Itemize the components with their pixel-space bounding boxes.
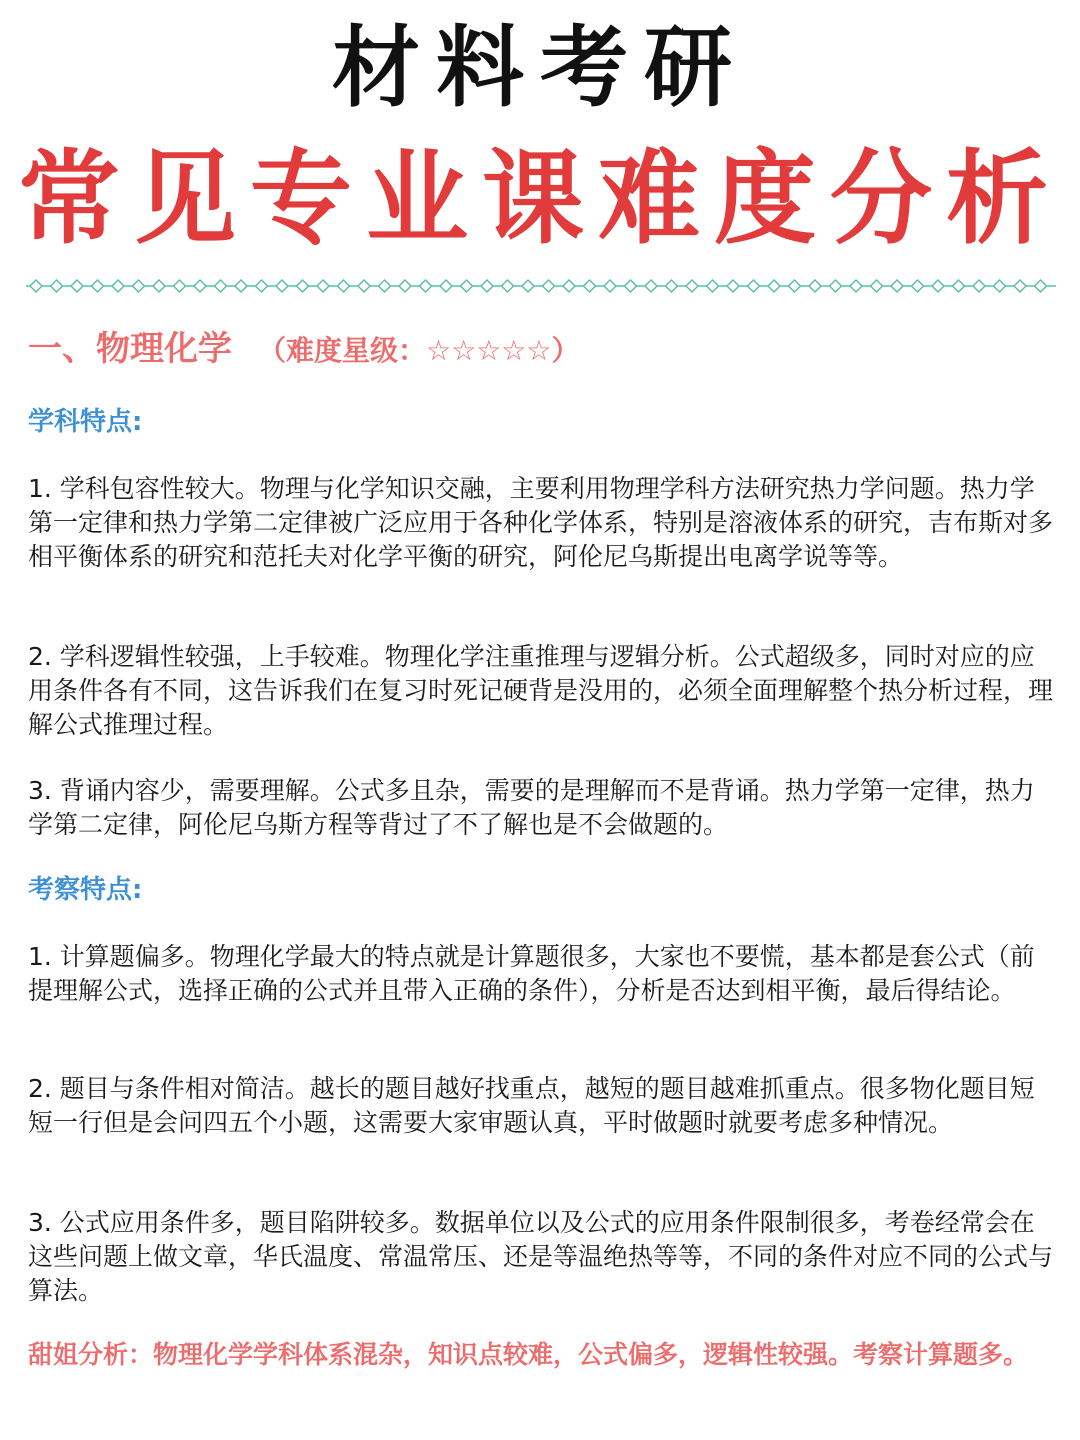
subject-point-1: 1. 学科包容性较大。物理与化学知识交融，主要利用物理学科方法研究热力学问题。热力学第一定律和热力学第二定律被广泛应用于各种化学体系，特别是溶液体系的研究，吉布斯对多相平衡体系的研究和范托夫对化学平衡的研究，阿伦尼乌斯提出电离学说等等。 [28, 474, 1054, 571]
divider-diamond [481, 280, 493, 292]
divider-diamond [276, 280, 288, 292]
divider-diamond [297, 280, 309, 292]
divider-diamond [994, 280, 1006, 292]
divider-diamond [645, 280, 657, 292]
divider-diamond [30, 280, 42, 292]
divider-diamond [71, 280, 83, 292]
divider-diamond [973, 280, 985, 292]
divider-diamond [830, 280, 842, 292]
subject-point-3: 3. 背诵内容少，需要理解。公式多且杂，需要的是理解而不是背诵。热力学第一定律，热力学第二定律，阿伦尼乌斯方程等背过了不了解也是不会做题的。 [28, 776, 1035, 839]
divider-diamond [133, 280, 145, 292]
divider-diamond [522, 280, 534, 292]
divider-diamond [584, 280, 596, 292]
divider-diamond [1014, 280, 1026, 292]
divider-diamond [666, 280, 678, 292]
divider-diamond [543, 280, 555, 292]
divider-diamond [461, 280, 473, 292]
divider-diamond [420, 280, 432, 292]
divider-diamond [215, 280, 227, 292]
divider-diamond [871, 280, 883, 292]
divider-diamond [92, 280, 104, 292]
exam-point-2: 2. 题目与条件相对简洁。越长的题目越好找重点，越短的题目越难抓重点。很多物化题目短短一行但是会问四五个小题，这需要大家审题认真，平时做题时就要考虑多种情况。 [28, 1074, 1035, 1137]
divider-diamond [338, 280, 350, 292]
divider-diamond [1035, 280, 1047, 292]
divider-diamond [686, 280, 698, 292]
page-title: 材料考研 [331, 16, 748, 119]
subject-features-label: 学科特点: [28, 407, 143, 437]
divider-diamond [379, 280, 391, 292]
section-title: 一、物理化学 [28, 329, 232, 369]
divider-diamond [912, 280, 924, 292]
divider-diamond [194, 280, 206, 292]
divider-diamond [850, 280, 862, 292]
divider-diamond [768, 280, 780, 292]
divider-diamond [809, 280, 821, 292]
exam-point-1: 1. 计算题偏多。物理化学最大的特点就是计算题很多，大家也不要慌，基本都是套公式（前提理解公式，选择正确的公式并且带入正确的条件），分析是否达到相平衡，最后得结论。 [28, 942, 1035, 1005]
divider-diamond [604, 280, 616, 292]
exam-point-3: 3. 公式应用条件多，题目陷阱较多。数据单位以及公式的应用条件限制很多，考卷经常会在这些问题上做文章，华氏温度、常温常压、还是等温绝热等等，不同的条件对应不同的公式与算法。 [28, 1208, 1054, 1305]
divider-diamond [256, 280, 268, 292]
divider-diamond [789, 280, 801, 292]
decorative-divider [26, 276, 1056, 296]
divider-diamond [235, 280, 247, 292]
divider-diamond [358, 280, 370, 292]
divider-diamond [707, 280, 719, 292]
divider-diamond [51, 280, 63, 292]
divider-diamond [440, 280, 452, 292]
divider-diamond [174, 280, 186, 292]
divider-diamond [953, 280, 965, 292]
divider-diamond [317, 280, 329, 292]
difficulty-rating: （难度星级：☆☆☆☆☆） [258, 334, 580, 367]
subject-point-2: 2. 学科逻辑性较强，上手较难。物理化学注重推理与逻辑分析。公式超级多，同时对应的应用条件各有不同，这告诉我们在复习时死记硬背是没用的，必须全面理解整个热分析过程，理解公式推理过程。 [28, 642, 1054, 739]
divider-diamond [891, 280, 903, 292]
divider-diamond [112, 280, 124, 292]
divider-diamond [932, 280, 944, 292]
divider-diamond [502, 280, 514, 292]
section-heading [28, 324, 1058, 376]
divider-diamond [727, 280, 739, 292]
divider-diamond [153, 280, 165, 292]
analysis-summary: 甜姐分析：物理化学学科体系混杂，知识点较难，公式偏多，逻辑性较强。考察计算题多。 [28, 1340, 1029, 1369]
divider-diamond [399, 280, 411, 292]
exam-features-label: 考察特点: [28, 875, 143, 905]
page-subtitle: 常见专业课难度分析 [18, 140, 1062, 259]
divider-diamond [748, 280, 760, 292]
divider-diamond [625, 280, 637, 292]
divider-diamond [563, 280, 575, 292]
